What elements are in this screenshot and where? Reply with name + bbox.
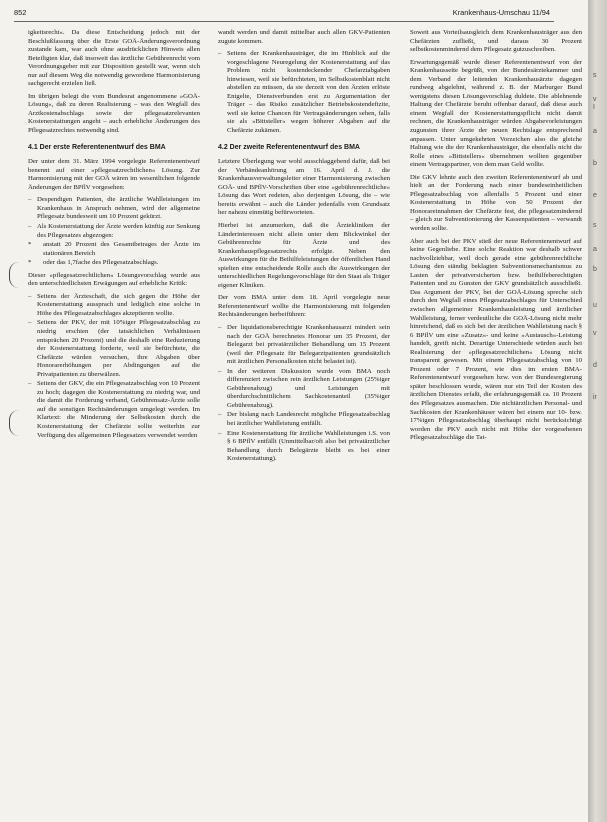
page-header bbox=[14, 8, 550, 20]
paragraph: Die GKV lehnte auch den zweiten Referentenentwurf ab und hielt an der Forderung nach einer bundeseinheitlichen Pflegesatzabschlag von allenfalls 5 Prozent und einer Kostenerstattung in Höhe von 50 Prozent der Honorareinnahmen der Chefärzte fest, die pflegesatzmindernd – gleich zur Subventionierung der Kassenpatienten – verwandt werden sollte. bbox=[410, 173, 582, 233]
binding-margin-text: d bbox=[593, 362, 597, 369]
list-item: – Seitens der GKV, die ein Pflegesatzabschlag von 10 Prozent zu hoch; dagegen die Kostenerstattung zu niedrig war, und die damit die Forderung verband, Gebührensatz-Ärzte solle auf die sonstigen Rechtsänderungen umgelegt werden. Im Klartext: die Minderung der Selbstkosten durch die Kostenerstattung der Chefärzte sollte weiterhin zur Verfügung des allgemeinen Pflegesatzes verwendet werden bbox=[28, 380, 200, 440]
section-heading: 4.1 Der erste Referentenentwurf des BMA bbox=[28, 143, 166, 151]
section-heading: 4.2 Der zweite Referentenentwurf des BMA bbox=[218, 143, 360, 151]
binding-margin-text: u bbox=[593, 302, 597, 309]
binding-margin-text: ir bbox=[593, 394, 597, 401]
binding-margin-text: a bbox=[593, 128, 597, 135]
text-column-1 bbox=[28, 29, 200, 444]
paragraph: Im übrigen belegt die vom Bundesrat angenommene »GOÄ-Lösung«, daß zu deren Realisierung – was den Wegfall des Arztkostenabschlags sowie der pflegesatzrelevanten Kostenerstattungen angeht – auch erhebliche Änderungen des Pflegesatzrechtes notwendig sind. bbox=[28, 92, 200, 135]
list-item: – In der weiteren Diskussion wurde vom BMA noch differenziert zwischen rein ärztlichen Leistungen (25%iger Gebührenabzug) und Leistungen mit überdurchschnittlichem Sachkostenanteil (35%iger Gebührenabzug). bbox=[218, 368, 390, 411]
binding-margin-text: v bbox=[593, 330, 597, 337]
list-item: – Eine Kostenerstattung für ärztliche Wahlleistungen i.S. von § 6 BPflV entfällt (Unmittelbar/oft also bei privatärztlicher Behandlung durch Belegärzte bleibt es bei einer Kostenerstattung). bbox=[218, 430, 390, 464]
dash-list bbox=[218, 324, 390, 464]
header-rule bbox=[14, 21, 554, 22]
margin-bracket-mark bbox=[9, 410, 22, 436]
list-item: – Despendigen Patienten, die ärztliche Wahlleistungen im Krankenhaus in Anspruch nehmen, wird der allgemeine Pflegesatz bundesweit um 10 Prozent gekürzt. bbox=[28, 196, 200, 222]
dash-list bbox=[28, 196, 200, 267]
list-item: – Seitens der Ärzteschaft, die sich gegen die Höhe der Kostenerstattung aussprach und lediglich eine solche in Höhe des Pflegesatzabschlages akzeptieren wollte. bbox=[28, 293, 200, 319]
binding-margin-text: I bbox=[593, 104, 595, 111]
binding-edge bbox=[588, 0, 607, 822]
page-number: 852 bbox=[14, 8, 27, 17]
binding-margin-text: b bbox=[593, 266, 597, 273]
paragraph: Soweit aus Vorteilsausgleich dem Krankenhausträger aus den Chefärzten zufließt, und daraus 30 Prozent selbstkostenmindernd dem Pflegesatz gutzuschreiben. bbox=[410, 29, 582, 54]
paragraph: wandt werden und damit mittelbar auch allen GKV-Patienten zugute kommen. bbox=[218, 29, 390, 45]
paragraph: Letztere Überlegung war wohl ausschlaggebend dafür, daß bei der Verbändeanhörung am 16. April d. J. die Krankenhausverwaltungsleiter einer Harmonisierung zwischen GOÄ- und BPflV-Vorschriften über eine »gebührenrechtliche« Lösung das Wort redeten, also derjenigen Lösung, die – wie bereits erwähnt – auch die Länder jedenfalls vom Grundsatz her nahezu einmütig befürworteten. bbox=[218, 158, 390, 217]
text-column-2 bbox=[218, 29, 390, 468]
binding-margin-text: v bbox=[593, 96, 597, 103]
binding-margin-text: e bbox=[593, 192, 597, 199]
paragraph: Der vom BMA unter dem 18. April vorgelegte neue Referentenentwurf wollte die Harmonisierung mit folgenden Rechtsänderungen herbeiführen: bbox=[218, 294, 390, 319]
list-item: * anstatt 20 Prozent des Gesamtbetrages der Ärzte im stationären Bereich bbox=[28, 241, 200, 258]
paragraph: igkeitsrecht«. Da diese Entscheidung jedoch mit der Beschlußfassung über die Erste GOÄ-Änderungsverordnung zustande kam, war auch ohne ausdrücklichen Hinweis allen Beteiligten klar, daß insoweit das ärztliche Gebührenrecht vom Verordnungsgeber mit zur Disposition gestellt war, wenn sich nur auf diesem Weg die notwendig gewordene Harmonisierung sachgerecht erzielen ließ. bbox=[28, 29, 200, 88]
binding-margin-text: a bbox=[593, 246, 597, 253]
list-item: – Seitens der PKV, der mit 10%iger Pflegesatzabschlag zu niedrig erschien (der tatsächlichen Verhältnissen entsprächen 20 Prozent) und die deshalb eine Reduzierung der Kostenerstattung forderte, weil sie befürchtete, die Chefärzte würden versuchen, ihre Abgaben über Honorarerhöhungen per Abdingungen auf die Privatpatienten zu überwälzen. bbox=[28, 319, 200, 379]
list-item: – Als Kostenerstattung der Ärzte werden künftig zur Senkung des Pflegesatzes abgezogen: bbox=[28, 223, 200, 240]
running-title: Krankenhaus-Umschau 11/94 bbox=[452, 8, 550, 17]
list-item: – Der bislang nach Landesrecht mögliche Pflegesatzabschlag bei ärztlicher Wahlleistung entfällt. bbox=[218, 411, 390, 428]
binding-margin-text: s bbox=[593, 222, 597, 229]
paragraph: Dieser »pflegesatzrechtlichen« Lösungsvorschlag wurde aus den unterschiedlichsten Erwägungen auf erhebliche Kritik: bbox=[28, 271, 200, 288]
paragraph: Aber auch bei der PKV stieß der neue Referentenentwurf auf keine Gegenliebe. Eine solche Reaktion war deshalb schwer nachvollziehbar, weil doch gerade eine gebührenrechtliche Lösung den ständig beklagten Subventionsmechanismus zu Lasten der privatversicherten bzw. beihilfeberechtigten Patienten und zu Gunsten der GKV grundsätzlich ausschließt. Das Argument der PKV, bei der GOÄ-Lösung spreche sich durch den Wegfall eines Pflegesatzabschlages für Unterschied zwischen allgemeiner Krankenhausleistung und ärztlicher Wahlleistung, ferner verdeutliche die GOÄ-Lösung nicht mehr hinreichend, daß es sich bei der ärztlichen Wahlleistung nach § 6 BPflV um eine »Zusatz«- und keine »Austausch«-Leistung handelt, greift nicht. Derartige Unterschiede würden auch bei Realisierung der »pflegesatzrechtlichen« Lösung nicht transparent gewesen. Mit einem Pflegesatzabschlag von 10 Prozent oder 7 Prozent, wie dies im ersten BMA-Referentenentwurf vorgesehen bzw. von der Bundesregierung später beschlossen wurde, wären nur ein Teil der Kosten des ärztlichen Dienstes erfaßt, die erfahrungsgemäß ca. 10 Prozent des Pflegesatzes ausmachen. Die nichtärztlichen Personal- und Sachkosten der Krankenhäuser wären bei einem nur 10- bzw. 17%igen Pflegesatzabschlag überhaupt nicht berücksichtigt worden die PKV auch nicht mit Höhe der vorgesehenen Pflegesatzabschläge die Tat- bbox=[410, 237, 582, 442]
paragraph: Erwartungsgemäß wurde dieser Referentenentwurf von der Krankenhausseite begrüßt, von der Bundesärztekammer und dem Verband der leitenden Krankenhausärzte dagegen rundweg abgelehnt, während z. B. der Marburger Bund wenigstens diesen Lösungsvorschlag duldete. Die ablehnende Haltung der Chefärzte beruht offenbar darauf, daß diese auch einem Wegfall der Kostenerstattungspflicht nicht damit rechnen, die Krankenhausträger würden Abgabevorleistungen zugunsten ihrer Ärzte der neuen Rechtslage entsprechend anpassen. Unter umgekehrten Vorzeichen also die gleiche Haltung wie die der Krankenhausträger, die ebenfalls nicht die Rolle eines »Bittstellers« übernehmen wollten gegenüber einem Vertragspartner, von dem man Geld wollte. bbox=[410, 58, 582, 169]
paragraph: Der unter dem 31. März 1994 vorgelegte Referentenentwurf benennt auf einer »pflegesatzrechtlichen« Lösung. Zur Harmonisierung mit der GOÄ wären im wesentlichen folgende Änderungen der BPflV vorgesehen: bbox=[28, 158, 200, 191]
text-column-3 bbox=[410, 29, 582, 447]
paragraph: Hierbei ist anzumerken, daß die Ärztekliniken der Länderinteressen nicht allein unter dem Blickwinkel der Gebührenrechte für Ärzte und des Krankenhauspflegesatzrechts erfolgte. Neben den Auswirkungen für die Beihilfeleistungen der öffentlichen Hand spielten eine entscheidende Rolle auch die Auswirkungen der unterschiedlichen Regelungsvorschläge für den Staat als Träger eigener Kliniken. bbox=[218, 221, 390, 289]
list-item: – Seitens der Krankenhausträger, die im Hinblick auf die vorgeschlagene Neuregelung der Kostenerstattung auf das Problem nicht kostendeckender Chefarztabgaben hinwiesen, weil sie befürchteten, im Selbstkostenblatt nicht abstellen zu müssen, da sie derzeit von den Ärzten erlöste Entgelte, Dienstverbunden erst zu Argumentation der Träger – das Risiko zusätzlicher Betriebskostendefizite, weil sie keine Chancen für Vertragsänderungen sehen, falls sie als »Bittsteller« wegen höherer Abgaben auf die Chefärzte zukämen. bbox=[218, 50, 390, 135]
dash-list bbox=[218, 50, 390, 135]
margin-bracket-mark bbox=[9, 262, 22, 288]
list-item: – Der liquidationsberechtigte Krankenhausarzt mindert sein nach der GOÄ berechnetes Honorar um 35 Prozent, der Belegarzt bei privatärztlicher Behandlung um 15 Prozent (weil der Pflegesatz für Belegarztpatienten grundsätzlich mit ärztlichen Personalkosten nicht belastet ist). bbox=[218, 324, 390, 367]
list-item: * oder das 1,7fache des Pflegesatzabschlags. bbox=[28, 259, 200, 268]
binding-margin-text: b bbox=[593, 160, 597, 167]
binding-margin-text: s bbox=[593, 72, 597, 79]
dash-list bbox=[28, 293, 200, 440]
